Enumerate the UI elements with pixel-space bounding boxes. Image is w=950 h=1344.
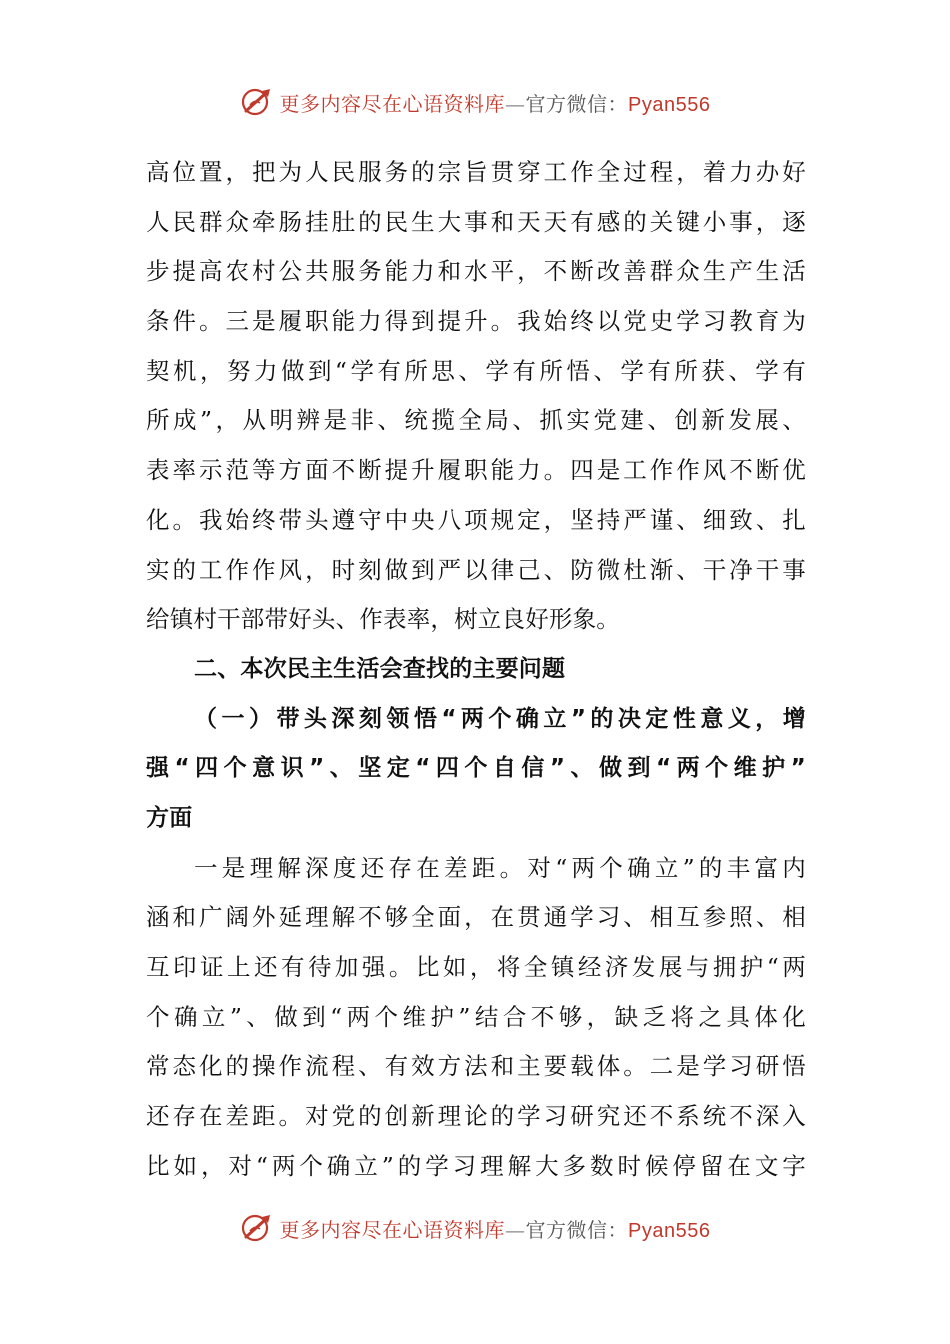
text-line: 一是理解深度还存在差距。对“两个确立”的丰富内 — [194, 853, 806, 882]
text-line: 常态化的操作流程、有效方法和主要载体。二是学习研悟 — [146, 1052, 806, 1081]
banner-title: 更多内容尽在心语资料库 — [279, 1217, 506, 1242]
header-banner — [0, 82, 950, 122]
paragraph-2 — [146, 844, 806, 1192]
text-line: 高位置，把为人民服务的宗旨贯穿工作全过程，着力办好 — [146, 158, 806, 186]
text-line: 比如，对“两个确立”的学习理解大多数时候停留在文字 — [146, 1151, 806, 1180]
subheading-line: （一）带头深刻领悟“两个确立”的决定性意义，增 — [194, 705, 806, 732]
text-line: 条件。三是履职能力得到提升。我始终以党史学习教育为 — [146, 307, 806, 336]
subheading-line: 方面 — [146, 804, 193, 831]
text-line: 还存在差距。对党的创新理论的学习研究还不系统不深入 — [146, 1102, 806, 1131]
paragraph-1 — [146, 148, 806, 645]
document-body — [146, 148, 806, 1191]
footer-banner — [0, 1208, 950, 1248]
text-line: 人民群众牵肠挂肚的民生大事和天天有感的关键小事，逐 — [146, 207, 806, 236]
subheading — [146, 695, 806, 844]
pen-logo-icon — [240, 85, 274, 119]
text-line: 给镇村干部带好头、作表率，树立良好形象。 — [146, 605, 620, 634]
section-heading: 二、本次民主生活会查找的主要问题 — [194, 655, 566, 682]
subheading-line: 强“四个意识”、坚定“四个自信”、做到“两个维护” — [146, 755, 806, 782]
text-line: 化。我始终带头遵守中央八项规定，坚持严谨、细致、扎 — [146, 505, 806, 534]
text-line: 实的工作作风，时刻做到严以律己、防微杜渐、干净干事 — [146, 555, 806, 584]
text-line: 互印证上还有待加强。比如，将全镇经济发展与拥护“两 — [146, 953, 806, 981]
banner-separator: — — [505, 91, 526, 116]
banner-text — [280, 1214, 711, 1243]
pen-logo-icon — [240, 1211, 274, 1245]
banner-separator: — — [505, 1217, 526, 1242]
banner-text — [280, 88, 711, 117]
text-line: 步提高农村公共服务能力和水平，不断改善群众生产生活 — [146, 257, 806, 286]
banner-title: 更多内容尽在心语资料库 — [279, 91, 506, 116]
text-line: 表率示范等方面不断提升履职能力。四是工作作风不断优 — [146, 456, 806, 485]
text-line: 个确立”、做到“两个维护”结合不够，缺乏将之具体化 — [146, 1002, 806, 1031]
text-line: 契机，努力做到“学有所思、学有所悟、学有所获、学有 — [146, 356, 806, 385]
banner-wechat-label: 官方微信： — [525, 1217, 629, 1242]
banner-wechat-id: Pyan556 — [628, 93, 711, 116]
text-line: 所成”，从明辨是非、统揽全局、抓实党建、创新发展、 — [146, 406, 806, 435]
text-line: 涵和广阔外延理解不够全面，在贯通学习、相互参照、相 — [146, 903, 806, 932]
banner-wechat-id: Pyan556 — [628, 1219, 711, 1242]
banner-wechat-label: 官方微信： — [525, 91, 629, 116]
